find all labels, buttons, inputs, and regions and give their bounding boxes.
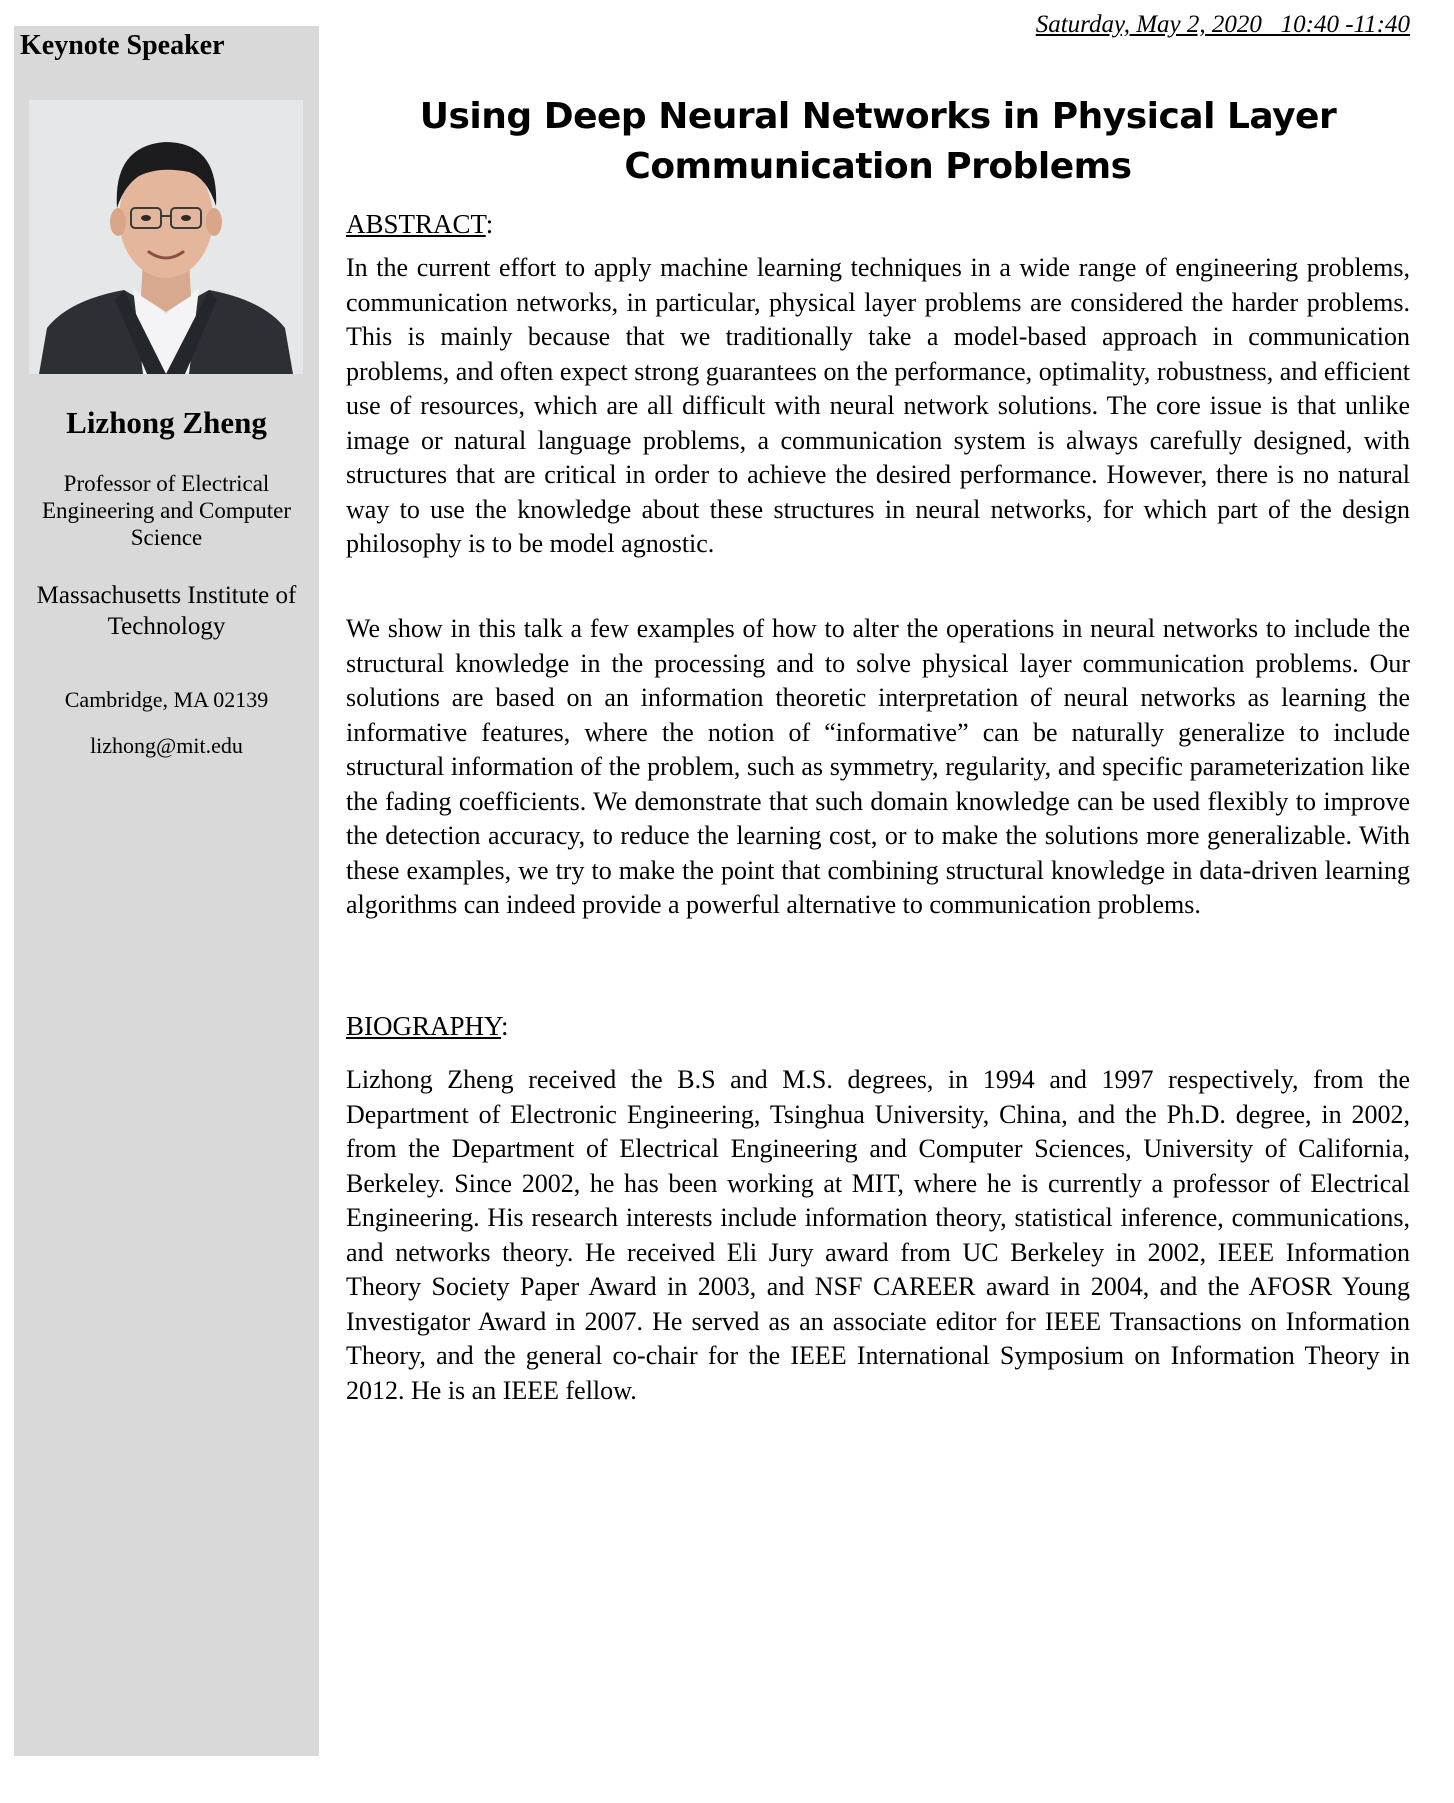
- speaker-title: Professor of Electrical Engineering and Computer Science: [41, 471, 292, 550]
- abstract-label-colon: :: [485, 209, 494, 239]
- biography-paragraph: Lizhong Zheng received the B.S and M.S. degrees, in 1994 and 1997 respectively, from the Department of Electronic Engineering, Tsinghua University, China, and the Ph.D. degree, in 2002, from the Department of Electrical Engineering and Computer Sciences, University of California, Berkeley. Since 2002, he has been working at MIT, where he is currently a professor of Electrical Engineering. His research interests include information theory, statistical inference, communications, and networks theory. He received Eli Jury award from UC Berkeley in 2002, IEEE Information Theory Society Paper Award in 2003, and NSF CAREER award in 2004, and the AFOSR Young Investigator Award in 2007. He served as an associate editor for IEEE Transactions on Information Theory, and the general co-chair for the IEEE International Symposium on Information Theory in 2012. He is an IEEE fellow.: [346, 1065, 1410, 1405]
- speaker-address: Cambridge, MA 02139: [64, 687, 269, 712]
- biography-label-colon: :: [501, 1011, 509, 1041]
- session-date-time: Saturday, May 2, 2020 10:40 -11:40: [1035, 11, 1410, 38]
- abstract-paragraph-1: In the current effort to apply machine learning techniques in a wide range of engineering problems, communication networks, in particular, physical layer problems are considered the harder problems. This is mainly because that we traditionally take a model-based approach in communication problems, and often expect strong guarantees on the performance, optimality, robustness, and efficient use of resources, which are all difficult with neural network solutions. The core issue is that unlike image or natural language problems, a communication system is always carefully designed, with structures that are critical in order to achieve the desired performance. However, there is no natural way to use the knowledge about these structures in neural networks, for which part of the design philosophy is to be model agnostic.: [346, 253, 1410, 558]
- speaker-portrait-icon: [29, 100, 303, 374]
- speaker-sidebar: [14, 26, 319, 1756]
- biography-label: BIOGRAPHY: [346, 1011, 502, 1041]
- biography-heading: [346, 1010, 509, 1042]
- speaker-email[interactable]: lizhong@mit.edu: [90, 733, 243, 758]
- abstract-paragraph-2: We show in this talk a few examples of how to alter the operations in neural networks to include the structural knowledge in the processing and to solve physical layer communication problems. Our solutions are based on an information theoretic interpretation of neural networks as learning the informative features, where the notion of “informative” can be naturally generalize to include structural information of the problem, such as symmetry, regularity, and specific parameterization like the fading coefficients. We demonstrate that such domain knowledge can be used flexibly to improve the detection accuracy, to reduce the learning cost, or to make the solutions more generalizable. With these examples, we try to make the point that combining structural knowledge in data-driven learning algorithms can indeed provide a powerful alternative to communication problems.: [346, 614, 1410, 919]
- talk-title: Using Deep Neural Networks in Physical Layer Communication Problems: [419, 96, 1337, 187]
- sidebar-heading: Keynote Speaker: [20, 30, 225, 61]
- speaker-name: Lizhong Zheng: [66, 405, 267, 440]
- speaker-photo: [29, 100, 303, 374]
- speaker-institution: Massachusetts Institute of Technology: [36, 582, 297, 640]
- abstract-label: ABSTRACT: [346, 209, 486, 239]
- abstract-heading: [346, 208, 493, 240]
